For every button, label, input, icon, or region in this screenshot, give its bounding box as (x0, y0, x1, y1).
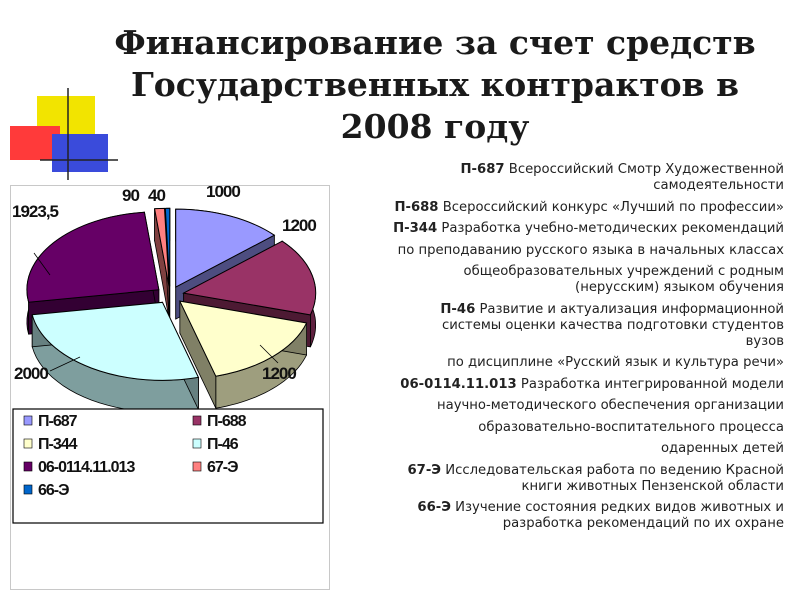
legend-label: П-344 (38, 436, 77, 453)
description-item (326, 264, 784, 296)
legend-label: 67-Э (207, 459, 238, 476)
contract-code: 67-Э (407, 462, 441, 478)
description-text: Разработка интегрированной модели (520, 376, 784, 392)
description-item (326, 355, 784, 371)
description-text: Всероссийский Смотр Художественной (508, 162, 784, 177)
description-text: Изучение состояния редких видов животных и (455, 500, 784, 515)
legend-swatch (193, 416, 201, 425)
legend-label: П-46 (207, 436, 238, 453)
legend-label: П-688 (207, 413, 246, 430)
description-item (326, 243, 784, 259)
data-label: 1200 (282, 216, 316, 235)
contract-code: 66-Э (417, 500, 451, 515)
description-text: вузов (745, 333, 784, 349)
pie-chart-area (10, 185, 330, 590)
description-text: (нерусским) языком обучения (575, 280, 784, 295)
description-text: самодеятельности (653, 178, 784, 193)
description-item (326, 302, 784, 350)
description-text: системы оценки качества подготовки студентов (441, 317, 784, 333)
description-item (326, 221, 784, 237)
description-item (326, 463, 784, 495)
description-text: Развитие и актуализация информационной (479, 301, 784, 317)
description-item (326, 200, 784, 216)
contract-code: П-46 (440, 301, 476, 317)
data-label: 90 (122, 186, 139, 205)
description-text: образовательно-воспитательного процесса (478, 419, 784, 435)
contract-code: 06-0114.11.013 (400, 376, 517, 392)
legend-swatch (24, 462, 32, 471)
legend-swatch (24, 416, 32, 425)
contract-code: П-344 (393, 221, 438, 236)
legend-label: 06-0114.11.013 (38, 459, 135, 476)
description-text: Исследовательская работа по ведению Красной (445, 462, 784, 478)
description-item (326, 377, 784, 393)
legend (13, 409, 323, 523)
description-text: Разработка учебно-методических рекомендаций (441, 221, 784, 236)
description-text: разработка рекомендаций по их охране (502, 516, 784, 531)
title-line: Финансирование за счет средств (114, 23, 756, 62)
contract-code: П-688 (394, 199, 439, 215)
description-text: по дисциплине «Русский язык и культура речи» (447, 355, 784, 370)
page-title (90, 22, 780, 148)
data-label: 1923,5 (12, 202, 58, 221)
description-text: Всероссийский конкурс «Лучший по профессии» (442, 199, 784, 215)
legend-swatch (24, 485, 32, 494)
pie-slice (27, 212, 159, 302)
description-item (326, 500, 784, 532)
legend-swatch (193, 439, 201, 448)
description-text: по преподаванию русского языка в начальных классах (397, 242, 784, 258)
description-text: книги животных Пензенской области (521, 478, 784, 494)
contract-code: П-687 (460, 162, 505, 177)
title-line: Государственных контрактов в (130, 65, 740, 104)
description-text: одаренных детей (660, 441, 784, 456)
pie-chart (10, 185, 330, 590)
description-item (326, 162, 784, 194)
data-label: 1200 (262, 364, 296, 383)
legend-swatch (193, 462, 201, 471)
contract-descriptions (326, 162, 784, 538)
description-item (326, 398, 784, 414)
data-label: 40 (148, 186, 165, 205)
description-item (326, 441, 784, 457)
description-text: общеобразовательных учреждений с родным (463, 264, 784, 279)
title-line: 2008 году (340, 107, 530, 146)
data-label: 1000 (206, 185, 240, 201)
legend-label: П-687 (38, 413, 77, 430)
description-item (326, 420, 784, 436)
description-text: научно-методического обеспечения организации (436, 398, 784, 413)
legend-swatch (24, 439, 32, 448)
data-label: 2000 (14, 364, 48, 383)
legend-label: 66-Э (38, 482, 69, 499)
